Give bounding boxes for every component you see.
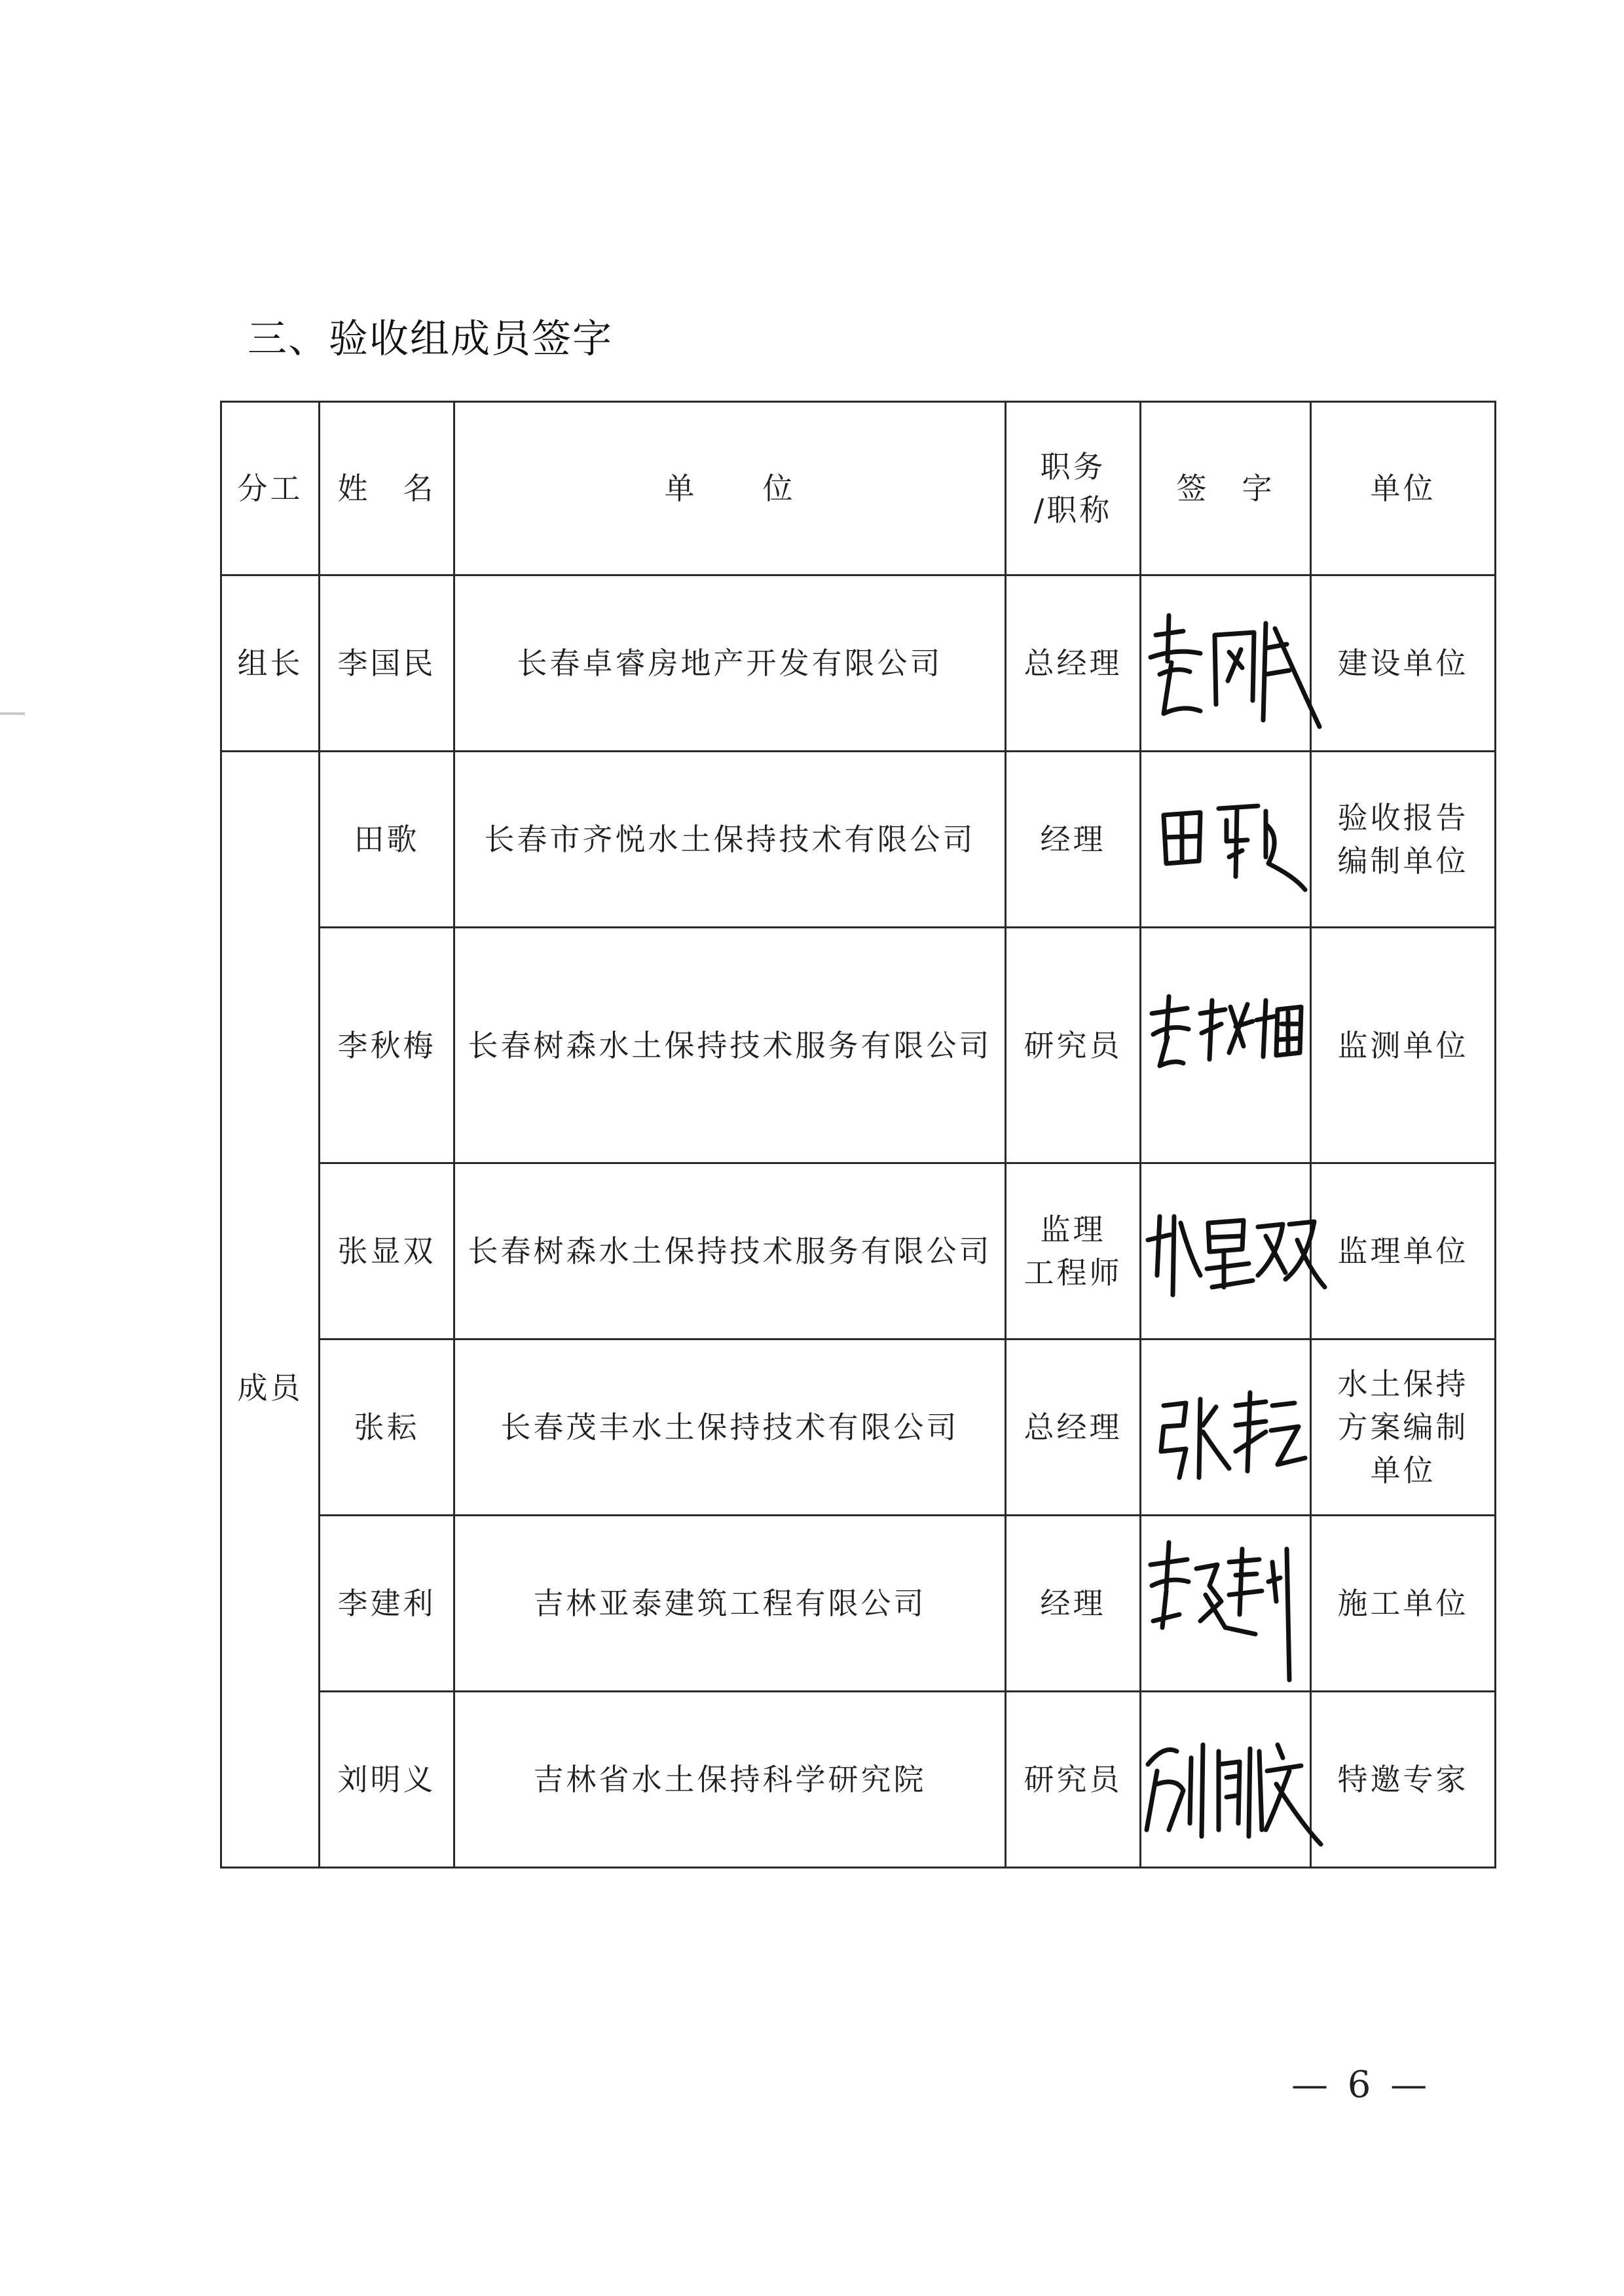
handwritten-signature (1137, 1353, 1316, 1504)
name-cell: 李建利 (320, 1516, 454, 1692)
unit-text: 水土保持 方案编制 单位 (1337, 1366, 1469, 1488)
table-header-row (221, 402, 1496, 575)
name-cell: 张耘 (320, 1339, 454, 1516)
signature-cell (1141, 928, 1311, 1163)
unit-cell: 特邀专家 (1311, 1692, 1496, 1868)
title-cell: 经理 (1006, 752, 1141, 928)
table-row (221, 1516, 1496, 1692)
unit-cell: 施工单位 (1311, 1516, 1496, 1692)
title-cell: 研究员 (1006, 1692, 1141, 1868)
unit-cell: 监测单位 (1311, 928, 1496, 1163)
org-cell: 长春茂丰水土保持技术有限公司 (454, 1339, 1006, 1516)
table-row (221, 1163, 1496, 1339)
unit-cell: 建设单位 (1311, 575, 1496, 752)
header-name: 姓 名 (320, 402, 454, 575)
name-cell: 张显双 (320, 1163, 454, 1339)
header-org: 单 位 (454, 402, 1006, 575)
signature-cell (1141, 1339, 1311, 1516)
name-cell: 刘明义 (320, 1692, 454, 1868)
table-row (221, 752, 1496, 928)
unit-cell (1311, 752, 1496, 928)
title-cell: 总经理 (1006, 575, 1141, 752)
table-row (221, 928, 1496, 1163)
org-cell: 吉林亚泰建筑工程有限公司 (454, 1516, 1006, 1692)
unit-cell: 监理单位 (1311, 1163, 1496, 1339)
role-text: 成员 (237, 1370, 303, 1406)
name-cell: 田歌 (320, 752, 454, 928)
title-cell: 总经理 (1006, 1339, 1141, 1516)
org-cell: 长春树森水土保持技术服务有限公司 (454, 1163, 1006, 1339)
handwritten-signature (1137, 1705, 1316, 1856)
title-cell (1006, 1163, 1141, 1339)
header-signature: 签 字 (1141, 402, 1311, 575)
org-cell: 长春卓睿房地产开发有限公司 (454, 575, 1006, 752)
table-row (221, 575, 1496, 752)
handwritten-signature (1137, 589, 1316, 740)
org-cell: 吉林省水土保持科学研究院 (454, 1692, 1006, 1868)
signature-cell (1141, 1516, 1311, 1692)
handwritten-signature (1137, 765, 1316, 916)
title-cell: 经理 (1006, 1516, 1141, 1692)
acceptance-signature-table (220, 401, 1496, 1868)
handwritten-signature (1137, 1523, 1316, 1673)
title-text: 监理 工程师 (1024, 1212, 1122, 1290)
org-cell: 长春市齐悦水土保持技术有限公司 (454, 752, 1006, 928)
header-role: 分工 (221, 402, 320, 575)
signature-cell (1141, 752, 1311, 928)
name-cell: 李国民 (320, 575, 454, 752)
table-row (221, 1339, 1496, 1516)
role-cell (221, 752, 320, 1868)
name-cell: 李秋梅 (320, 928, 454, 1163)
signature-cell (1141, 575, 1311, 752)
page-number: — 6 — (1291, 2064, 1431, 2106)
handwritten-signature (1137, 961, 1316, 1112)
header-title-text: 职务 /职称 (1033, 449, 1113, 528)
org-cell: 长春树森水土保持技术服务有限公司 (454, 928, 1006, 1163)
signature-cell (1141, 1163, 1311, 1339)
section-heading: 三、验收组成员签字 (248, 316, 613, 362)
table-row (221, 1692, 1496, 1868)
scan-margin-mark (0, 712, 25, 715)
unit-cell (1311, 1339, 1496, 1516)
unit-text: 验收报告 编制单位 (1337, 800, 1469, 879)
header-unit: 单位 (1311, 402, 1496, 575)
title-cell: 研究员 (1006, 928, 1141, 1163)
handwritten-signature (1137, 1177, 1316, 1328)
signature-cell (1141, 1692, 1311, 1868)
role-cell: 组长 (221, 575, 320, 752)
header-title (1006, 402, 1141, 575)
